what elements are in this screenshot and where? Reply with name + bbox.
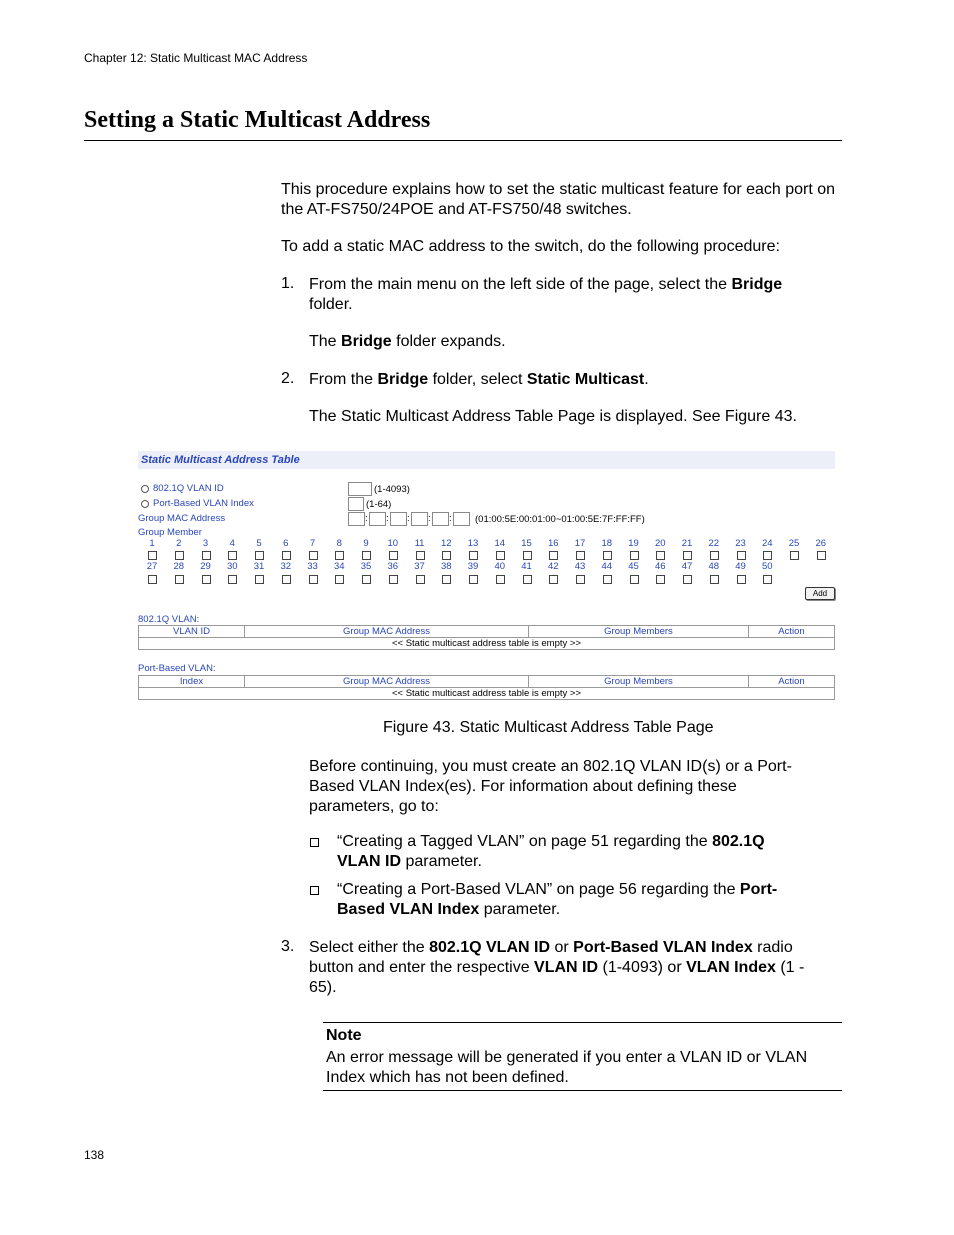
port-26-checkbox[interactable] (817, 551, 826, 560)
port-table (138, 675, 835, 700)
port-40-checkbox[interactable] (496, 575, 505, 584)
port-22-checkbox[interactable] (710, 551, 719, 560)
port-number-label: 9 (363, 538, 369, 549)
figure-caption: Figure 43. Static Multicast Address Table Page (383, 719, 714, 736)
port-number-label: 45 (628, 561, 639, 572)
port-27-checkbox[interactable] (148, 575, 157, 584)
port-12-checkbox[interactable] (442, 551, 451, 560)
table-row (139, 638, 835, 650)
port-18-checkbox[interactable] (603, 551, 612, 560)
port-number-label: 32 (280, 561, 292, 572)
vlan-table (138, 625, 835, 650)
port-36-checkbox[interactable] (389, 575, 398, 584)
port-5-checkbox[interactable] (255, 551, 264, 560)
port-20-checkbox[interactable] (656, 551, 665, 560)
port-number-label: 23 (735, 538, 746, 549)
port-number-label: 8 (336, 538, 342, 549)
group-member-label: Group Member (138, 527, 202, 538)
mac-octet-input[interactable] (453, 512, 470, 526)
port-number-label: 26 (815, 538, 827, 549)
port-number-label: 46 (654, 561, 666, 572)
port-42-checkbox[interactable] (549, 575, 558, 584)
port-number-label: 13 (467, 538, 479, 549)
port-number-label: 4 (229, 538, 235, 549)
port-number-label: 28 (173, 561, 185, 572)
port-number-label: 6 (283, 538, 289, 549)
col-header: Group Members (529, 626, 749, 638)
table-row (139, 688, 835, 700)
port-number-label: 7 (309, 538, 316, 549)
step-number: 3. (281, 938, 295, 955)
vlan-id-radio-label: 802.1Q VLAN ID (153, 483, 224, 494)
port-number-label: 21 (681, 538, 693, 549)
port-38-checkbox[interactable] (442, 575, 451, 584)
port-50-checkbox[interactable] (763, 575, 772, 584)
port-number-label: 40 (494, 561, 506, 572)
empty-message: << Static multicast address table is empty >> (139, 688, 835, 700)
port-31-checkbox[interactable] (255, 575, 264, 584)
port-number-label: 39 (467, 561, 479, 572)
prerequisite-paragraph: Before continuing, you must create an 802.1Q VLAN ID(s) or a Port- Based VLAN Index(es). For information about defining these parameters, go to: (309, 758, 792, 815)
step-2-result: The Static Multicast Address Table Page is displayed. See Figure 43. (309, 408, 797, 425)
add-button[interactable]: Add (805, 587, 835, 600)
vlan-index-input[interactable] (348, 497, 364, 511)
port-39-checkbox[interactable] (469, 575, 478, 584)
port-number-label: 10 (387, 538, 399, 549)
port-34-checkbox[interactable] (335, 575, 344, 584)
port-15-checkbox[interactable] (523, 551, 532, 560)
port-19-checkbox[interactable] (630, 551, 639, 560)
port-number-label: 16 (547, 538, 559, 549)
port-7-checkbox[interactable] (309, 551, 318, 560)
bullet-box-icon (310, 838, 319, 847)
port-49-checkbox[interactable] (737, 575, 746, 584)
port-based-radio[interactable] (141, 500, 149, 508)
port-number-label: 2 (176, 538, 182, 549)
port-number-label: 19 (628, 538, 639, 549)
port-6-checkbox[interactable] (282, 551, 291, 560)
vlan-section-label: 802.1Q VLAN: (138, 614, 200, 625)
port-number-label: 35 (360, 561, 372, 572)
port-33-checkbox[interactable] (309, 575, 318, 584)
section-title: Setting a Static Multicast Address (84, 107, 431, 133)
vlan-id-radio[interactable] (141, 485, 149, 493)
col-header: Action (749, 676, 835, 688)
note-heading: Note (326, 1027, 362, 1044)
port-number-label: 41 (521, 561, 532, 572)
port-32-checkbox[interactable] (282, 575, 291, 584)
static-multicast-figure: Static Multicast Address Table 802.1Q VLAN ID Port-Based VLAN Index (1-4093) (1-64) Group MAC Address : : : : : (01:00:5E:00:01:00~01:00:5E:7F:FF:FF) Group Member 1 2 3 4 5 6 7 8 9 10 11 12 13 14 15 16 17 18 19 20 21 22 23 24 25 26 27 28 29 30 31 32 33 34 35 36 37 38 39 40 41 42 43 44 45 46 47 48 49 50 Add 802.1Q VLAN: VLAN ID Group MAC Address Group Members Action << Static multicast address table is empty >> Port-Based VLAN: Index Group MAC Address Group Members Action << Static multicast address table is empty >> (138, 451, 835, 701)
step-number: 1. (281, 275, 295, 292)
step-2-text: From the Bridge folder, select Static Multicast. (309, 371, 649, 388)
cross-reference-item: “Creating a Tagged VLAN” on page 51 regarding the 802.1Q VLAN ID parameter. (337, 833, 765, 870)
page-number: 138 (84, 1148, 105, 1162)
port-44-checkbox[interactable] (603, 575, 612, 584)
port-number-label: 17 (574, 538, 586, 549)
port-based-radio-label: Port-Based VLAN Index (153, 498, 254, 509)
port-21-checkbox[interactable] (683, 551, 692, 560)
port-number-label: 11 (414, 538, 425, 549)
col-header: Action (749, 626, 835, 638)
port-29-checkbox[interactable] (202, 575, 211, 584)
port-28-checkbox[interactable] (175, 575, 184, 584)
title-rule (84, 140, 842, 141)
mac-range: (01:00:5E:00:01:00~01:00:5E:7F:FF:FF) (475, 514, 645, 525)
port-number-label: 34 (333, 561, 345, 572)
port-number-label: 15 (521, 538, 532, 549)
step-3-text: Select either the 802.1Q VLAN ID or Port-Based VLAN Index radio button and enter the respective VLAN ID (1-4093) or VLAN Index (1 - 65). (309, 939, 805, 996)
port-2-checkbox[interactable] (175, 551, 184, 560)
col-header: VLAN ID (139, 626, 245, 638)
empty-message: << Static multicast address table is empty >> (139, 638, 835, 650)
port-number-label: 48 (708, 561, 720, 572)
port-3-checkbox[interactable] (202, 551, 211, 560)
mac-octet-input[interactable] (411, 512, 428, 526)
port-number-label: 5 (256, 538, 262, 549)
col-header: Group MAC Address (245, 626, 529, 638)
port-24-checkbox[interactable] (763, 551, 772, 560)
port-number-label: 12 (440, 538, 452, 549)
vlan-index-range: (1-64) (366, 499, 392, 510)
note-text: An error message will be generated if you enter a VLAN ID or VLAN Index which has not been defined. (326, 1049, 808, 1086)
port-16-checkbox[interactable] (549, 551, 558, 560)
port-14-checkbox[interactable] (496, 551, 505, 560)
mac-octet-input[interactable] (369, 512, 386, 526)
port-number-label: 24 (761, 538, 773, 549)
cross-reference-item: “Creating a Port-Based VLAN” on page 56 regarding the Port- Based VLAN Index parameter. (337, 881, 778, 918)
col-header: Group MAC Address (245, 676, 529, 688)
port-number-label: 43 (574, 561, 586, 572)
port-number-label: 20 (654, 538, 666, 549)
vlan-id-input[interactable] (348, 482, 372, 496)
note-box (323, 1022, 842, 1091)
figure-title: Static Multicast Address Table (141, 454, 300, 466)
port-number-label: 22 (708, 538, 720, 549)
port-number-label: 50 (761, 561, 773, 572)
port-43-checkbox[interactable] (576, 575, 585, 584)
port-37-checkbox[interactable] (416, 575, 425, 584)
mac-octet-input[interactable] (390, 512, 407, 526)
port-13-checkbox[interactable] (469, 551, 478, 560)
port-number-label: 14 (494, 538, 506, 549)
port-41-checkbox[interactable] (523, 575, 532, 584)
port-number-label: 3 (202, 538, 209, 549)
col-header: Index (139, 676, 245, 688)
intro-paragraph: This procedure explains how to set the static multicast feature for each port on the AT-FS750/24POE and AT-FS750/48 switches. (281, 181, 836, 218)
port-number-label: 42 (547, 561, 559, 572)
vlan-id-range: (1-4093) (374, 484, 410, 495)
port-17-checkbox[interactable] (576, 551, 585, 560)
table-header-row (139, 676, 835, 688)
port-number-label: 27 (146, 561, 158, 572)
port-10-checkbox[interactable] (389, 551, 398, 560)
port-4-checkbox[interactable] (228, 551, 237, 560)
step-1-result: The Bridge folder expands. (309, 333, 506, 350)
port-1-checkbox[interactable] (148, 551, 157, 560)
port-number-label: 47 (681, 561, 693, 572)
running-header: Chapter 12: Static Multicast MAC Address (84, 51, 308, 65)
port-25-checkbox[interactable] (790, 551, 799, 560)
bullet-box-icon (310, 886, 319, 895)
port-46-checkbox[interactable] (656, 575, 665, 584)
port-9-checkbox[interactable] (362, 551, 371, 560)
port-30-checkbox[interactable] (228, 575, 237, 584)
port-8-checkbox[interactable] (335, 551, 344, 560)
port-23-checkbox[interactable] (737, 551, 746, 560)
port-number-label: 29 (200, 561, 211, 572)
port-45-checkbox[interactable] (630, 575, 639, 584)
port-number-label: 36 (387, 561, 399, 572)
port-35-checkbox[interactable] (362, 575, 371, 584)
mac-octet-input[interactable] (348, 512, 365, 526)
table-header-row (139, 626, 835, 638)
group-mac-label: Group MAC Address (138, 513, 226, 524)
port-section-label: Port-Based VLAN: (138, 663, 216, 674)
step-number: 2. (281, 370, 295, 387)
port-number-label: 37 (414, 561, 425, 572)
port-47-checkbox[interactable] (683, 575, 692, 584)
mac-octet-input[interactable] (432, 512, 449, 526)
step-1-text: From the main menu on the left side of the page, select the Bridge folder. (309, 276, 783, 313)
col-header: Group Members (529, 676, 749, 688)
port-number-label: 25 (788, 538, 800, 549)
port-number-label: 44 (601, 561, 613, 572)
port-number-label: 31 (253, 561, 265, 572)
port-number-label: 18 (601, 538, 613, 549)
port-number-label: 38 (440, 561, 452, 572)
port-48-checkbox[interactable] (710, 575, 719, 584)
port-number-label: 49 (735, 561, 746, 572)
port-number-label: 30 (226, 561, 238, 572)
intro-paragraph-2: To add a static MAC address to the switch, do the following procedure: (281, 238, 780, 255)
port-11-checkbox[interactable] (416, 551, 425, 560)
port-number-label: 33 (307, 561, 318, 572)
port-number-label: 1 (149, 538, 155, 549)
